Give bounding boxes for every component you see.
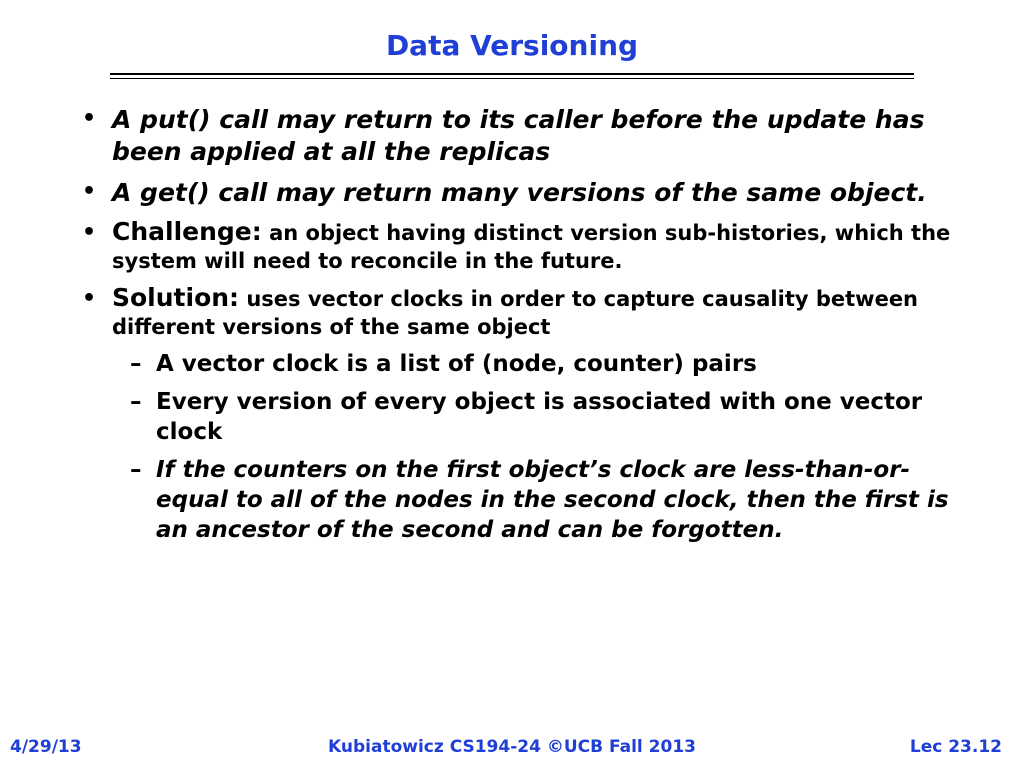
bullet-text: uses vector clocks in order to capture causality between different versions of the same object	[112, 287, 919, 339]
footer-course: Kubiatowicz CS194-24 ©UCB Fall 2013	[328, 737, 696, 757]
bullet-icon: •	[82, 106, 97, 131]
bullet-item-challenge	[74, 218, 954, 275]
bullet-list	[74, 104, 954, 545]
sub-bullet-list	[112, 349, 954, 545]
slide-title: Data Versioning	[385, 29, 639, 62]
title-divider-thin	[110, 78, 914, 79]
bullet-lead: Challenge:	[112, 217, 262, 246]
footer-date: 4/29/13	[10, 737, 82, 757]
bullet-item-put	[74, 104, 954, 168]
sub-bullet-item	[112, 455, 954, 545]
slide-body	[74, 104, 954, 554]
sub-bullet-item	[112, 387, 954, 447]
sub-bullet-text: Every version of every object is associated with one vector clock	[156, 389, 923, 445]
bullet-lead: Solution:	[112, 283, 240, 312]
bullet-text: A get() call may return many versions of the same object.	[112, 178, 927, 207]
dash-icon: –	[130, 389, 142, 415]
sub-bullet-item	[112, 349, 954, 379]
bullet-icon: •	[82, 286, 97, 311]
dash-icon: –	[130, 457, 142, 483]
bullet-item-get	[74, 177, 954, 209]
title-divider-thick	[110, 73, 914, 75]
bullet-icon: •	[82, 179, 97, 204]
bullet-icon: •	[82, 220, 97, 245]
bullet-text: A put() call may return to its caller before the update has been applied at all the replicas	[112, 105, 925, 166]
bullet-item-solution	[74, 284, 954, 545]
footer-lecture: Lec 23.12	[909, 737, 1002, 757]
sub-bullet-text: A vector clock is a list of (node, counter) pairs	[156, 351, 757, 377]
bullet-text: an object having distinct version sub-histories, which the system will need to reconcile in the future.	[112, 221, 951, 273]
sub-bullet-text: If the counters on the first object’s clock are less-than-or-equal to all of the nodes in the second clock, then the first is an ancestor of the second and can be forgotten.	[156, 457, 949, 543]
dash-icon: –	[130, 351, 142, 377]
